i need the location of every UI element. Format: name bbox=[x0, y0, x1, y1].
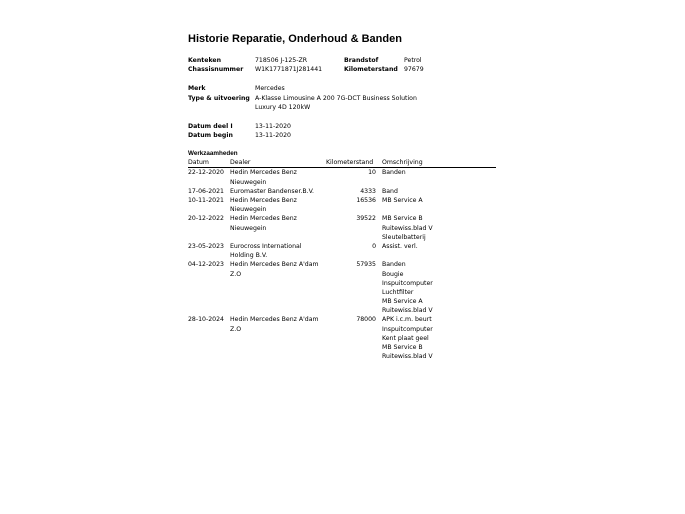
report-title: Historie Reparatie, Onderhoud & Banden bbox=[188, 33, 402, 45]
row-date: 22-12-2020 bbox=[188, 169, 224, 177]
werkzaamheden-title: Werkzaamheden bbox=[188, 150, 238, 158]
chassis-row bbox=[188, 65, 498, 74]
work-table-header bbox=[188, 159, 496, 168]
type-row bbox=[188, 94, 498, 112]
row-desc-item: Assist. verl. bbox=[382, 242, 418, 250]
row-date: 04-12-2023 bbox=[188, 261, 224, 269]
row-dealer: Hedin Mercedes Benz Nieuwegein bbox=[230, 196, 297, 214]
datum-begin-value: 13-11-2020 bbox=[255, 132, 291, 140]
table-row bbox=[188, 315, 496, 361]
type-value: A-Klasse Limousine A 200 7G-DCT Business Solution Luxury 4D 120kW bbox=[255, 94, 417, 111]
header-dealer: Dealer bbox=[230, 159, 326, 168]
kenteken-label: Kenteken bbox=[188, 57, 221, 64]
row-desc bbox=[382, 168, 496, 187]
row-desc-item: Bougie bbox=[382, 270, 404, 278]
header-date: Datum bbox=[188, 159, 230, 168]
brandstof-label: Brandstof bbox=[344, 57, 379, 64]
datum-deel1-row bbox=[188, 122, 498, 131]
work-table bbox=[188, 159, 496, 361]
merk-label: Merk bbox=[188, 85, 206, 93]
row-desc bbox=[382, 187, 496, 196]
row-desc bbox=[382, 196, 496, 214]
kenteken-row bbox=[188, 56, 498, 65]
datum-begin-row bbox=[188, 131, 498, 140]
row-dealer: Hedin Mercedes Benz Nieuwegein bbox=[230, 215, 297, 232]
row-desc-item: Kent plaat geel bbox=[382, 334, 429, 342]
work-table-body bbox=[188, 168, 496, 362]
brandstof-value: Petrol bbox=[404, 57, 422, 64]
row-desc-item: Ruitewiss.blad V bbox=[382, 224, 433, 232]
row-km: 39522 bbox=[356, 215, 376, 223]
header-km: Kilometerstand bbox=[326, 159, 382, 168]
row-desc-item: APK i.c.m. beurt bbox=[382, 316, 432, 324]
row-dealer: Euromaster Bandenser.B.V. bbox=[230, 187, 315, 195]
row-date: 28-10-2024 bbox=[188, 316, 224, 324]
row-desc bbox=[382, 315, 496, 361]
row-date: 20-12-2022 bbox=[188, 215, 224, 223]
row-desc-item: MB Service A bbox=[382, 298, 423, 306]
row-desc-item: MB Service B bbox=[382, 344, 423, 352]
report bbox=[188, 30, 498, 361]
row-desc-item: Luchtfilter bbox=[382, 288, 414, 296]
row-dealer: Hedin Mercedes Benz Nieuwegein bbox=[230, 169, 297, 186]
row-date: 17-06-2021 bbox=[188, 187, 224, 195]
row-desc-item: MB Service B bbox=[382, 215, 423, 223]
table-row bbox=[188, 168, 496, 187]
vehicle-type-block bbox=[188, 84, 498, 112]
row-desc-item: Ruitewiss.blad V bbox=[382, 307, 433, 315]
row-dealer: Eurocross International Holding B.V. bbox=[230, 242, 302, 260]
row-desc-item: Sleutelbatterij bbox=[382, 233, 426, 241]
row-km: 4333 bbox=[360, 187, 376, 195]
row-date: 23-05-2023 bbox=[188, 242, 224, 250]
row-desc-item: Banden bbox=[382, 169, 406, 177]
dates-block bbox=[188, 122, 498, 140]
row-km: 0 bbox=[372, 242, 376, 250]
row-desc bbox=[382, 214, 496, 242]
table-row bbox=[188, 242, 496, 260]
row-date: 10-11-2021 bbox=[188, 196, 224, 204]
row-desc-item: Ruitewiss.blad V bbox=[382, 353, 433, 361]
kenteken-value: 718506 J-125-ZR bbox=[255, 57, 308, 64]
row-desc-item: Inspuitcomputer bbox=[382, 279, 433, 287]
merk-value: Mercedes bbox=[255, 85, 285, 93]
row-km: 16536 bbox=[356, 196, 376, 204]
chassis-value: W1K1771871J281441 bbox=[255, 66, 323, 74]
header-desc: Omschrijving bbox=[382, 159, 496, 168]
datum-begin-label: Datum begin bbox=[188, 132, 233, 140]
row-dealer: Hedin Mercedes Benz A'dam Z.O bbox=[230, 261, 319, 278]
row-km: 57935 bbox=[356, 261, 376, 269]
row-desc bbox=[382, 260, 496, 315]
datum-deel1-label: Datum deel I bbox=[188, 122, 233, 130]
row-desc-item: MB Service A bbox=[382, 196, 423, 204]
kilometerstand-value: 97679 bbox=[404, 66, 424, 74]
datum-deel1-value: 13-11-2020 bbox=[255, 122, 291, 130]
row-dealer: Hedin Mercedes Benz A'dam Z.O bbox=[230, 316, 319, 333]
merk-row bbox=[188, 84, 498, 93]
chassis-label: Chassisnummer bbox=[188, 66, 244, 74]
row-desc bbox=[382, 242, 496, 260]
row-km: 10 bbox=[368, 169, 376, 177]
table-row bbox=[188, 187, 496, 196]
row-desc-item: Banden bbox=[382, 261, 406, 269]
vehicle-id-block bbox=[188, 56, 498, 74]
row-desc-item: Inspuitcomputer bbox=[382, 325, 433, 333]
table-row bbox=[188, 260, 496, 315]
table-row bbox=[188, 214, 496, 242]
type-label: Type & uitvoering bbox=[188, 94, 250, 102]
table-row bbox=[188, 196, 496, 214]
row-km: 78000 bbox=[356, 316, 376, 324]
row-desc-item: Band bbox=[382, 187, 398, 195]
kilometerstand-label: Kilometerstand bbox=[344, 66, 398, 74]
